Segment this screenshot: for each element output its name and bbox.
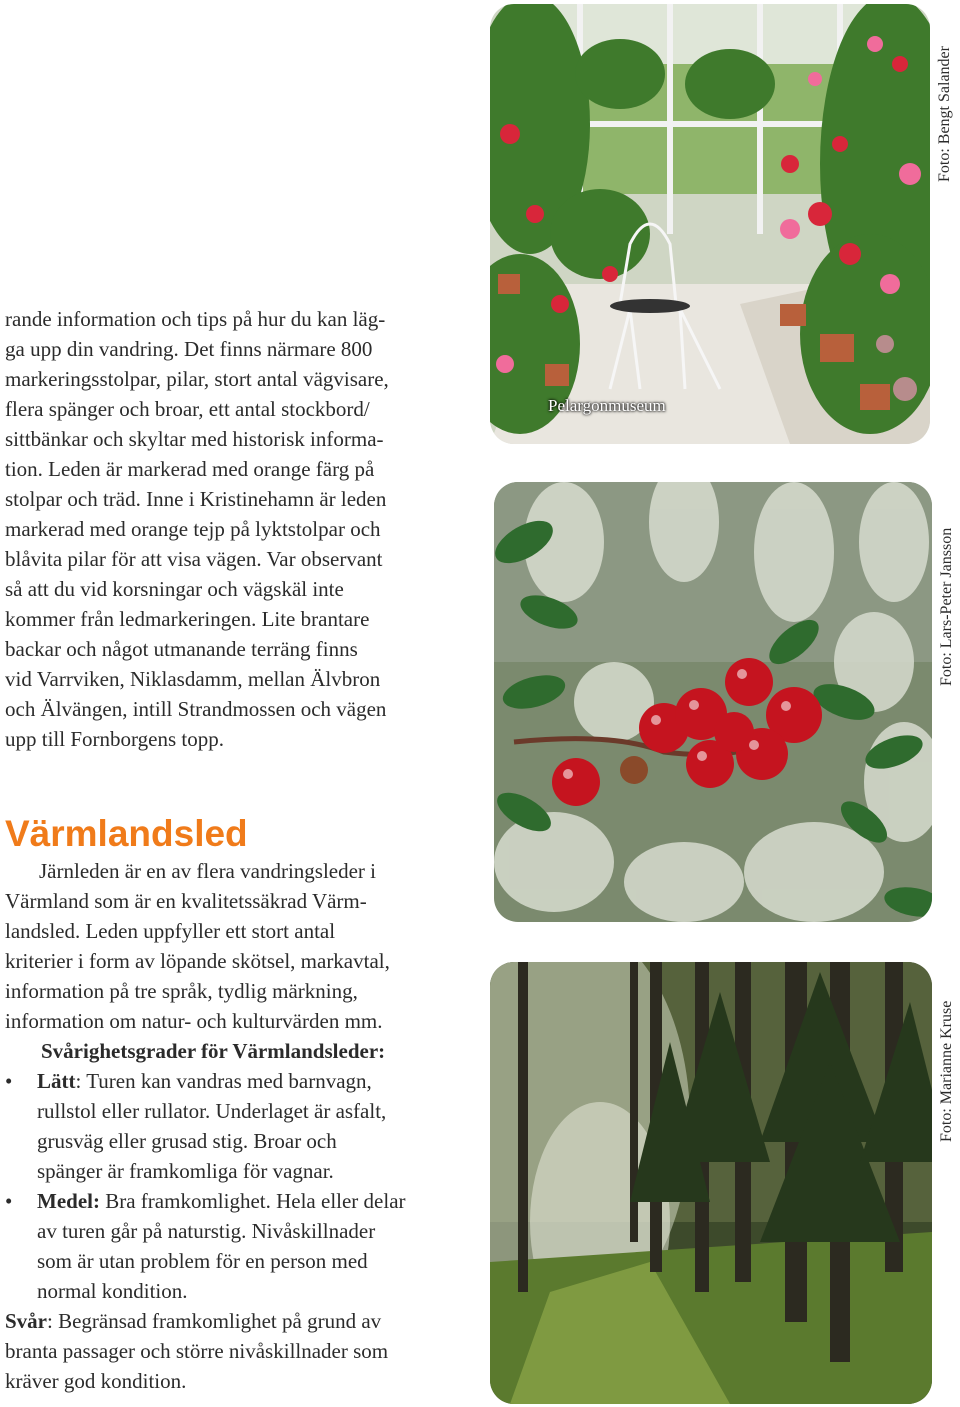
difficulty-term: Lätt bbox=[37, 1069, 76, 1093]
greenhouse-illustration bbox=[490, 4, 930, 444]
intro-line: markerad med orange tejp på lyktstolpar och bbox=[5, 517, 381, 541]
berries-illustration bbox=[494, 482, 932, 922]
difficulty-item-easy bbox=[5, 1066, 445, 1186]
difficulty-text: rullstol eller rullator. Underlaget är asfalt, bbox=[37, 1099, 387, 1123]
intro-line: blåvita pilar för att visa vägen. Var observant bbox=[5, 547, 383, 571]
difficulty-text: av turen går på naturstig. Nivåskillnader bbox=[37, 1219, 376, 1243]
section-body bbox=[5, 856, 445, 1396]
difficulty-item-hard bbox=[5, 1306, 445, 1396]
intro-line: tion. Leden är markerad med orange färg på bbox=[5, 457, 375, 481]
difficulty-list bbox=[5, 1066, 445, 1306]
difficulty-text: grusväg eller grusad stig. Broar och bbox=[37, 1129, 337, 1153]
intro-line: markeringsstolpar, pilar, stort antal vägvisare, bbox=[5, 367, 389, 391]
intro-line: stolpar och träd. Inne i Kristinehamn är leden bbox=[5, 487, 387, 511]
difficulty-text: normal kondition. bbox=[37, 1279, 188, 1303]
bullet: • bbox=[5, 1069, 13, 1093]
intro-line: flera spänger och broar, ett antal stockbord/ bbox=[5, 397, 370, 421]
intro-line: sittbänkar och skyltar med historisk informa- bbox=[5, 427, 384, 451]
difficulty-text: : Turen kan vandras med barnvagn, bbox=[75, 1069, 372, 1093]
forest-illustration bbox=[490, 962, 932, 1404]
photo-caption: Pelargonmuseum bbox=[548, 396, 666, 415]
intro-text bbox=[5, 304, 445, 754]
intro-line: upp till Fornborgens topp. bbox=[5, 727, 224, 751]
difficulty-text: : Begränsad framkomlighet på grund av bbox=[47, 1309, 382, 1333]
photo-credit: Foto: Lars-Peter Jansson bbox=[938, 527, 955, 686]
intro-line: ga upp din vandring. Det finns närmare 800 bbox=[5, 337, 373, 361]
greenhouse-photo bbox=[490, 4, 930, 444]
difficulty-text: branta passager och större nivåskillnader som bbox=[5, 1339, 389, 1363]
difficulty-item-medium bbox=[5, 1186, 445, 1306]
intro-line: rande information och tips på hur du kan läg- bbox=[5, 307, 386, 331]
difficulty-text: spänger är framkomliga för vagnar. bbox=[37, 1159, 334, 1183]
intro-line: kommer från ledmarkeringen. Lite brantare bbox=[5, 607, 370, 631]
section-heading: Värmlandsled bbox=[5, 813, 248, 854]
section-paragraph-line: information om natur- och kulturvärden mm. bbox=[5, 1009, 383, 1033]
difficulty-text: som är utan problem för en person med bbox=[37, 1249, 368, 1273]
forest-photo bbox=[490, 962, 932, 1404]
section-paragraph-line: landsled. Leden uppfyller ett stort antal bbox=[5, 919, 336, 943]
difficulty-text: kräver god kondition. bbox=[5, 1369, 187, 1393]
intro-line: backar och något utmanande terräng finns bbox=[5, 637, 358, 661]
section-paragraph-line: Värmland som är en kvalitetssäkrad Värm- bbox=[5, 889, 367, 913]
bullet: • bbox=[5, 1189, 13, 1213]
difficulty-term: Svår bbox=[5, 1309, 47, 1333]
difficulty-term: Medel: bbox=[37, 1189, 100, 1213]
photo-credit: Foto: Marianne Kruse bbox=[938, 1000, 955, 1142]
intro-line: så att du vid korsningar och vägskäl inte bbox=[5, 577, 344, 601]
section-paragraph-line: information på tre språk, tydlig märkning, bbox=[5, 979, 358, 1003]
difficulty-text: Bra framkomlighet. Hela eller delar bbox=[99, 1189, 406, 1213]
intro-line: vid Varrviken, Niklasdamm, mellan Älvbron bbox=[5, 667, 381, 691]
section-paragraph-line: Järnleden är en av flera vandringsleder i bbox=[39, 859, 377, 883]
difficulty-subheading: Svårighetsgrader för Värmlandsleder: bbox=[41, 1039, 386, 1063]
berries-photo bbox=[494, 482, 932, 922]
intro-line: och Älvängen, intill Strandmossen och vägen bbox=[5, 697, 387, 721]
photo-credit: Foto: Bengt Salander bbox=[936, 46, 953, 182]
section-paragraph-line: kriterier i form av löpande skötsel, markavtal, bbox=[5, 949, 390, 973]
